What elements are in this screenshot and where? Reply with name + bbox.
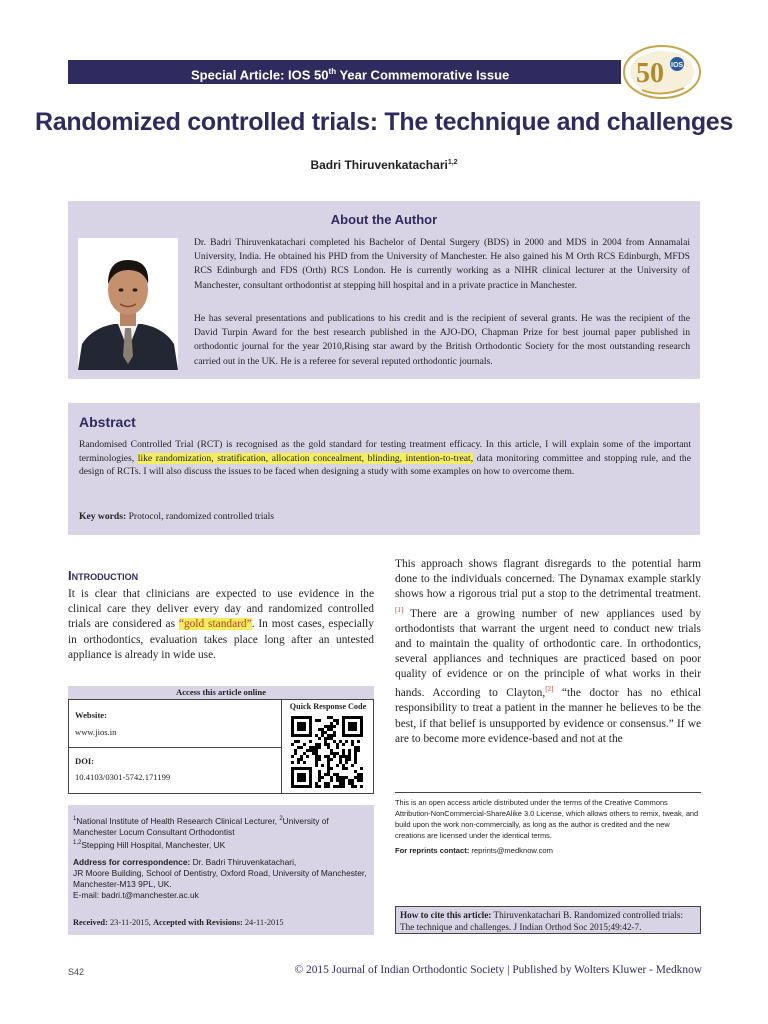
qr-code[interactable] bbox=[291, 716, 363, 788]
affil-sup-12: 1,2 bbox=[73, 839, 82, 846]
website-link[interactable]: www.jios.in bbox=[75, 727, 117, 737]
author-affiliation-sup: 1,2 bbox=[447, 159, 458, 166]
abstract-text-start: Randomised Controlled Trial (RCT) is recognised as the gold standard for testing treatment efficacy. In this article, I will explain some of the important terminologies, bbox=[79, 439, 691, 464]
page-number: S42 bbox=[68, 967, 85, 977]
introduction-paragraph bbox=[68, 587, 374, 663]
reprints-line bbox=[395, 846, 553, 855]
how-to-cite-box bbox=[395, 906, 701, 934]
website-label: Website: bbox=[75, 710, 107, 720]
accepted-date: 24-11-2015 bbox=[242, 918, 284, 927]
correspondence-name: Dr. Badri Thiruvenkatachari, bbox=[190, 857, 297, 867]
affil-sup-1: 1 bbox=[73, 816, 77, 822]
qr-code-label: Quick Response Code bbox=[289, 702, 367, 711]
received-date: 23-11-2015, bbox=[107, 918, 153, 927]
affiliation-text bbox=[73, 814, 369, 851]
introduction-heading: Introduction bbox=[68, 568, 139, 583]
reprints-label: For reprints contact: bbox=[395, 846, 470, 855]
correspondence-email[interactable]: E-mail: badri.t@manchester.ac.uk bbox=[73, 890, 199, 900]
keywords-label: Key words: bbox=[79, 511, 127, 522]
cite-text: Thiruvenkatachari B. Randomized controlled trials: The technique and challenges. J Indian Orthod Soc 2015;49:42-7. bbox=[400, 910, 684, 932]
journal-footer: © 2015 Journal of Indian Orthodontic Society | Published by Wolters Kluwer - Medknow bbox=[294, 964, 702, 976]
doi-label: DOI: bbox=[75, 756, 95, 766]
license-divider bbox=[395, 792, 701, 793]
doi-link[interactable]: 10.4103/0301-5742.171199 bbox=[75, 772, 171, 782]
about-author-paragraph-1: Dr. Badri Thiruvenkatachari completed his Bachelor of Dental Surgery (BDS) in 2000 and MDS in 2004 from Annamalai University, India. He obtained his PHD from the University of Manchester. He also gained his M Orth RCS Edinburgh, MFDS RCS Edinburgh and FDS (Orth) RCS London. He is currently working as a NIHR clinical lecturer at the University of Manchester, consultant orthodontist at stepping hill hospital and in a private practice in Manchester. bbox=[194, 237, 690, 291]
article-type-sup: th bbox=[328, 67, 337, 76]
cite-label: How to cite this article: bbox=[400, 910, 492, 920]
right-column-paragraph bbox=[395, 557, 701, 747]
about-author-heading: About the Author bbox=[330, 212, 438, 227]
license-text: This is an open access article distributed under the terms of the Creative Commons Attribution-NonCommercial-ShareAlike 3.0 License, which allows others to remix, tweak, and build upon the work non-commercially, as long as the author is credited and the new creations are licensed under the identical terms. bbox=[395, 798, 699, 840]
abstract-text bbox=[79, 438, 691, 479]
article-type-band bbox=[68, 60, 621, 84]
logo-number: 50 bbox=[636, 58, 664, 89]
abstract-heading: Abstract bbox=[79, 414, 136, 430]
right-col-text-2: There are a growing number of new appliances used by orthodontists that warrant the urgent need to conduct new trials and to maintain the quality of orthodontic care. In orthodontics, several appliances and techniques are practiced based on poor quality of evidence or on the principle of what works in their hands. According to Clayton, bbox=[395, 607, 701, 700]
gold-standard-phrase: “gold standard” bbox=[178, 618, 252, 631]
citation-link-2[interactable]: [2] bbox=[545, 685, 554, 694]
affil-sup-2: 2 bbox=[279, 816, 283, 822]
citation-link-1[interactable]: [1] bbox=[395, 605, 404, 614]
affil-line-1: National Institute of Health Research Clinical Lecturer, bbox=[76, 815, 280, 826]
article-type-text: Special Article: IOS 50 bbox=[191, 67, 329, 83]
keywords-line bbox=[79, 511, 274, 522]
abstract-highlighted-text: like randomization, stratification, allocation concealment, blinding, intention-to-treat, bbox=[137, 452, 474, 464]
intro-text-end: . In most cases, especially in orthodontics, evaluation takes place long after an untested appliance is already in wide use. bbox=[68, 618, 374, 661]
right-col-text-3: “the doctor has no ethical responsibility to treat a patient in the manner he believes to be the best, if that belief is unsupported by evidence or consensus.” If we are to become more evidence-based and not at the bbox=[395, 687, 701, 745]
about-author-paragraph-2: He has several presentations and publications to his credit and is the recipient of several grants. He was the recipient of the David Turpin Award for the best research published in the AJO-DO, Chapman Prize for best journal paper published in orthodontic journal for the year 2010,Rising star award by the British Orthodontic Society for the most outstanding research carried out in the UK. He is a referee for several reputed orthodontic journals. bbox=[194, 313, 690, 367]
table-divider-horizontal bbox=[68, 747, 281, 748]
author-line bbox=[0, 158, 768, 172]
correspondence-text bbox=[73, 857, 369, 901]
author-portrait bbox=[78, 238, 178, 370]
article-title: Randomized controlled trials: The technique and challenges bbox=[35, 108, 733, 136]
correspondence-address: JR Moore Building, School of Dentistry, Oxford Road, University of Manchester, Manchester-M13 9PL, UK. bbox=[73, 868, 367, 889]
ios-50-logo bbox=[622, 44, 702, 100]
accepted-label: Accepted with Revisions: bbox=[152, 918, 243, 927]
author-name: Badri Thiruvenkatachari bbox=[310, 158, 448, 172]
article-type-suffix: Year Commemorative Issue bbox=[336, 67, 510, 83]
table-divider-vertical bbox=[281, 700, 282, 794]
correspondence-label: Address for correspondence: bbox=[73, 857, 191, 867]
reprints-email[interactable]: reprints@medknow.com bbox=[469, 846, 553, 855]
logo-abbrev: IOS bbox=[671, 62, 684, 69]
abstract-text-end: data monitoring committee and stopping rule, and the design of RCTs. I will also discuss the issues to be faced when designing a study with some examples on how to overcome them. bbox=[79, 452, 691, 478]
keywords-value: Protocol, randomized controlled trials bbox=[126, 511, 275, 522]
affil-line-2: Stepping Hill Hospital, Manchester, UK bbox=[81, 839, 226, 850]
right-col-text-1: This approach shows flagrant disregards to the potential harm done to the individuals concerned. The Dynamax example starkly shows how a rigorous trial put a stop to the detrimental treatment. bbox=[395, 558, 701, 601]
access-online-title: Access this article online bbox=[68, 686, 374, 700]
received-label: Received: bbox=[73, 918, 108, 927]
affil-line-1b: University of Manchester Locum Consultant Orthodontist bbox=[73, 815, 329, 837]
intro-text-start: It is clear that clinicians are expected to use evidence in the clinical care they deliver every day and randomized controlled trials are considered as bbox=[68, 588, 374, 631]
received-dates bbox=[73, 918, 284, 927]
